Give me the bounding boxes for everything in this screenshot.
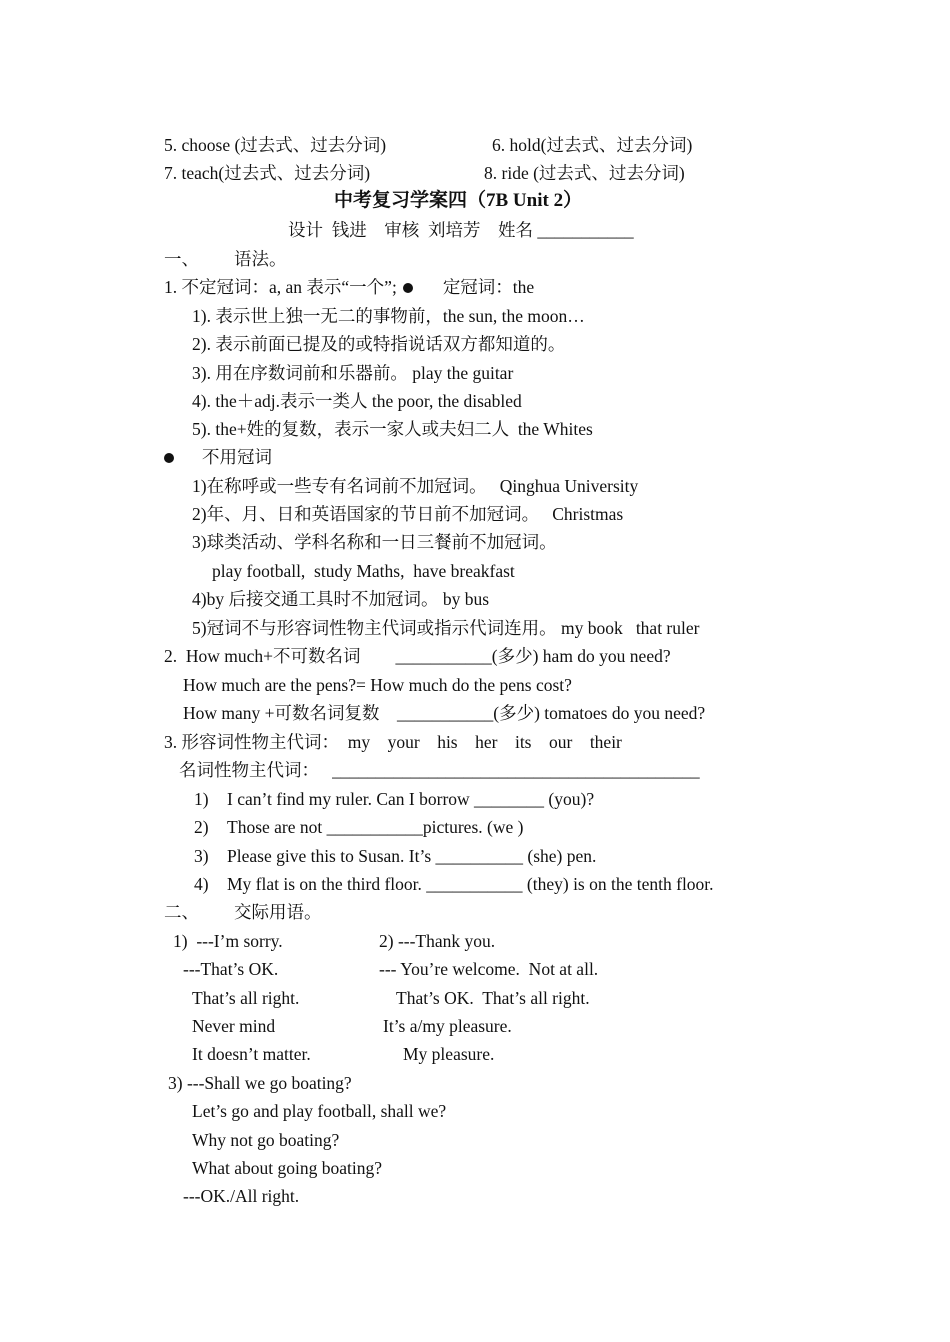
- reply-thanks-4: My pleasure.: [403, 1044, 495, 1064]
- reply-thanks-3: It’s a/my pleasure.: [383, 1016, 512, 1036]
- article-rule-1: 1). 表示世上独一无二的事物前，the sun, the moon…: [192, 306, 585, 326]
- verb-item-7: 7. teach(过去式、过去分词): [164, 163, 371, 183]
- article-rule-4: 4). the＋adj.表示一类人 the poor, the disabled: [192, 391, 522, 411]
- reply-sorry-1: ---That’s OK.: [183, 959, 279, 979]
- bullet-icon: [164, 453, 174, 463]
- article-rule-3: 3). 用在序数词前和乐器前。 play the guitar: [192, 363, 514, 383]
- bullet-icon: [403, 283, 413, 293]
- reply-sorry-2: That’s all right.: [192, 988, 300, 1008]
- dialog-sorry: 1) ---I’m sorry.: [173, 931, 283, 951]
- document-title: 中考复习学案四（7B Unit 2）: [334, 190, 583, 211]
- zero-article-rule-2: 2)年、月、日和英语国家的节日前不加冠词。 Christmas: [192, 504, 624, 524]
- how-much-line: 2. How much+不可数名词 ___________(多少) ham do you need?: [164, 646, 671, 666]
- suggestion-1: 3) ---Shall we go boating?: [168, 1073, 352, 1093]
- article-indefinite: [164, 276, 534, 298]
- adjective-possessives: 3. 形容词性物主代词： my your his her its our their: [164, 732, 622, 752]
- suggestion-4: What about going boating?: [192, 1158, 383, 1178]
- reply-sorry-3: Never mind: [192, 1016, 276, 1036]
- zero-article-rule-1: 1)在称呼或一些专有名词前不加冠词。 Qinghua University: [192, 476, 639, 496]
- zero-article-heading: [164, 446, 272, 468]
- verb-item-6: 6. hold(过去式、过去分词): [492, 135, 693, 155]
- dialog-thanks: 2) ---Thank you.: [379, 931, 496, 951]
- exercise-number-4: 4): [194, 874, 209, 894]
- exercise-4: My flat is on the third floor. ___________ (they) is on the tenth floor.: [227, 874, 714, 894]
- zero-article-rule-3-examples: play football, study Maths, have breakfast: [212, 561, 515, 581]
- reply-thanks-1: --- You’re welcome. Not at all.: [379, 959, 599, 979]
- reply-sorry-4: It doesn’t matter.: [192, 1044, 311, 1064]
- designer-line: 设计 钱进 审核 刘培芳 姓名 ___________: [288, 220, 634, 240]
- zero-article-rule-5: 5)冠词不与形容词性物主代词或指示代词连用。 my book that ruler: [192, 618, 700, 638]
- exercise-3: Please give this to Susan. It’s __________ (she) pen.: [227, 846, 597, 866]
- reply-thanks-2: That’s OK. That’s all right.: [396, 988, 590, 1008]
- exercise-2: Those are not ___________pictures. (we ): [227, 817, 524, 837]
- exercise-1: I can’t find my ruler. Can I borrow ________ (you)?: [227, 789, 595, 809]
- exercise-number-3: 3): [194, 846, 209, 866]
- zero-article-heading-text: 不用冠词: [202, 447, 272, 467]
- section-heading-grammar: 一、 语法。: [164, 249, 287, 269]
- verb-item-5: 5. choose (过去式、过去分词): [164, 135, 387, 155]
- section-heading-communication: 二、 交际用语。: [164, 902, 322, 922]
- article-rule-5: 5). the+姓的复数，表示一家人或夫妇二人 the Whites: [192, 419, 593, 439]
- suggestion-2: Let’s go and play football, shall we?: [192, 1101, 447, 1121]
- exercise-number-2: 2): [194, 817, 209, 837]
- verb-item-8: 8. ride (过去式、过去分词): [484, 163, 685, 183]
- suggestion-3: Why not go boating?: [192, 1130, 340, 1150]
- article-definite-text: 定冠词：the: [442, 277, 535, 297]
- how-many-line: How many +可数名词复数 ___________(多少) tomatoes do you need?: [183, 703, 706, 723]
- zero-article-rule-3: 3)球类活动、学科名称和一日三餐前不加冠词。: [192, 532, 557, 552]
- article-rule-2: 2). 表示前面已提及的或特指说话双方都知道的。: [192, 334, 566, 354]
- zero-article-rule-4: 4)by 后接交通工具时不加冠词。 by bus: [192, 589, 490, 609]
- how-much-price-line: How much are the pens?= How much do the pens cost?: [183, 675, 572, 695]
- noun-possessives: 名词性物主代词： __________________________________________: [179, 760, 700, 780]
- article-indefinite-text: 1. 不定冠词：a, an 表示“一个”;: [164, 277, 397, 297]
- suggestion-reply: ---OK./All right.: [183, 1186, 300, 1206]
- exercise-number-1: 1): [194, 789, 209, 809]
